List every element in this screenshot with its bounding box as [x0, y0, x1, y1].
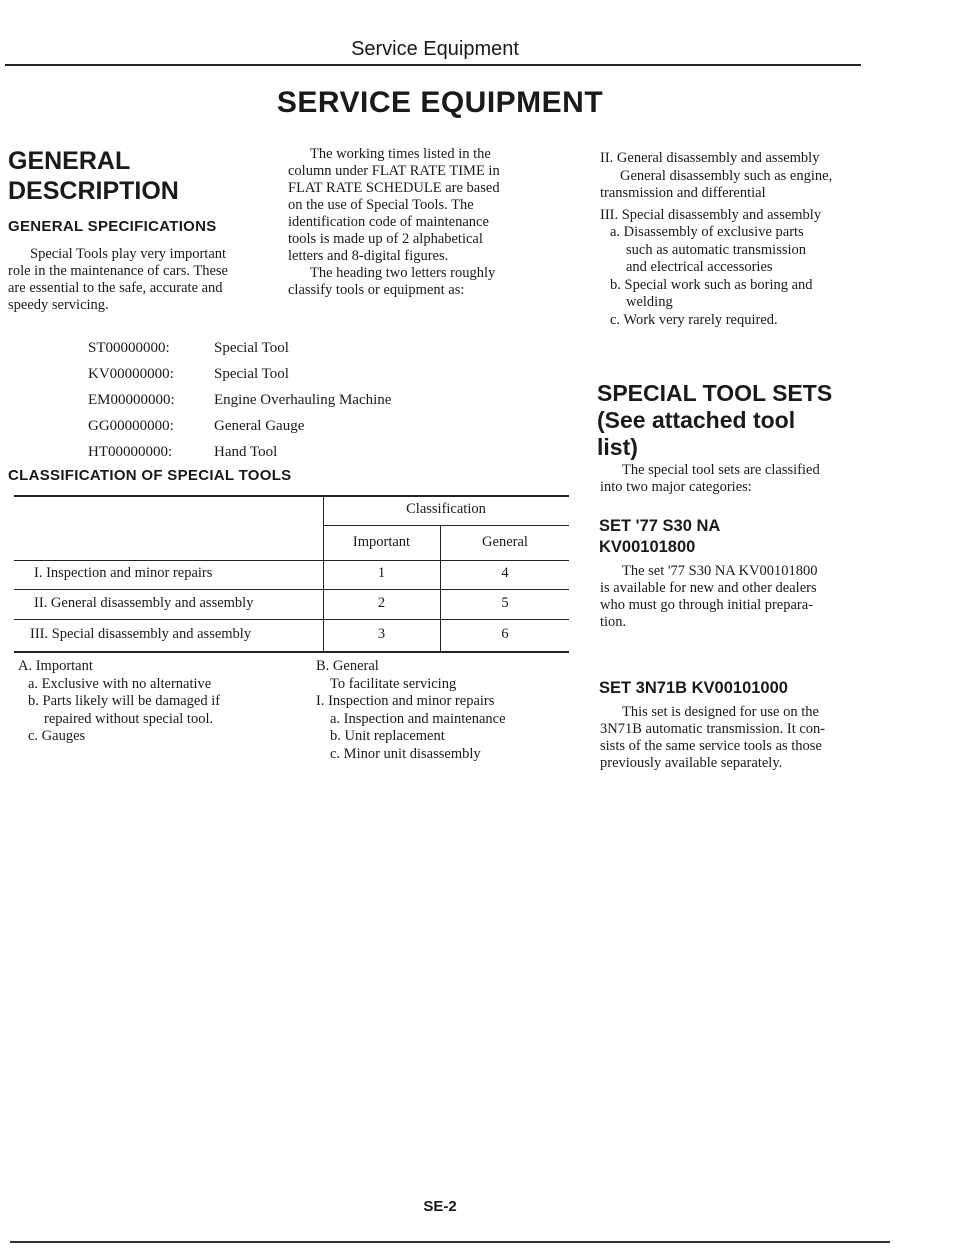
text-line: repaired without special tool. [44, 710, 214, 727]
table-cell-general: 5 [501, 595, 509, 611]
notes-general [316, 658, 576, 763]
tool-code-meaning: Engine Overhauling Machine [214, 392, 392, 408]
page-number: SE-2 [423, 1198, 457, 1215]
text-line: column under FLAT RATE TIME in [288, 163, 500, 179]
text-line: a. Inspection and maintenance [330, 710, 506, 727]
text-line: c. Gauges [28, 728, 86, 744]
table-row-rule [14, 589, 569, 590]
table-cell-important: 1 [377, 565, 386, 581]
text-line: tion. [600, 614, 627, 630]
text-line: transmission and differential [600, 185, 766, 201]
section-heading-general: GENERAL [8, 147, 131, 175]
specs-paragraph [8, 246, 283, 314]
table-row-rule [14, 619, 569, 620]
text-line: FLAT RATE SCHEDULE are based [288, 180, 500, 196]
text-line: The set '77 S30 NA KV00101800 [622, 563, 818, 579]
text-line: 3N71B automatic transmission. It con- [600, 721, 826, 737]
subheading-classification: CLASSIFICATION OF SPECIAL TOOLS [8, 467, 292, 484]
list-item [88, 361, 568, 387]
tool-code: EM00000000: [88, 392, 175, 408]
text-line: role in the maintenance of cars. These [8, 263, 228, 279]
text-line: III. Special disassembly and assembly [600, 206, 822, 223]
text-line: classify tools or equipment as: [288, 282, 465, 298]
subheading-set-77-s30 [599, 516, 720, 558]
set1-paragraph [600, 563, 870, 631]
text-line: I. Inspection and minor repairs [316, 693, 495, 709]
list-item [88, 335, 568, 361]
table-cell-important: 2 [377, 595, 386, 611]
tool-code-meaning: Special Tool [214, 340, 289, 356]
flat-rate-paragraph [288, 146, 570, 299]
text-line: speedy servicing. [8, 297, 109, 313]
subheading-general-specifications: GENERAL SPECIFICATIONS [8, 218, 217, 235]
table-row-label: III. Special disassembly and assembly [30, 626, 252, 642]
tool-code-list [88, 335, 568, 465]
page-title: SERVICE EQUIPMENT [276, 86, 604, 119]
table-cell-important: 3 [377, 626, 386, 642]
set2-paragraph [600, 704, 870, 772]
text-line: The working times listed in the [310, 146, 491, 162]
table-row-label: II. General disassembly and assembly [34, 595, 254, 611]
table-bottom-rule [14, 651, 569, 653]
text-line: KV00101800 [599, 538, 696, 556]
text-line: (See attached tool [597, 407, 796, 433]
text-line: is available for new and other dealers [600, 580, 817, 596]
text-line: This set is designed for use on the [622, 704, 819, 720]
tool-code: HT00000000: [88, 444, 173, 460]
table-header-classification: Classification [406, 501, 486, 517]
tool-code: KV00000000: [88, 366, 174, 382]
text-line: into two major categories: [600, 479, 752, 495]
text-line: b. Unit replacement [330, 728, 445, 744]
section-heading-special-tool-sets [597, 380, 832, 461]
list-item [88, 413, 568, 439]
tool-code-meaning: Special Tool [214, 366, 289, 382]
text-line: SET '77 S30 NA [599, 517, 721, 535]
table-header-general: General [482, 534, 528, 550]
text-line: previously available separately. [600, 755, 783, 771]
tool-code: ST00000000: [88, 340, 170, 356]
text-line: and electrical accessories [626, 259, 773, 275]
tool-code-meaning: Hand Tool [214, 444, 278, 460]
section-heading-description: DESCRIPTION [8, 177, 179, 205]
text-line: To facilitate servicing [330, 675, 457, 692]
text-line: welding [626, 294, 673, 310]
notes-important [18, 658, 308, 746]
text-line: tools is made up of 2 alphabetical [288, 231, 483, 247]
text-line: B. General [316, 658, 379, 674]
text-line: list) [597, 434, 638, 460]
text-line: b. Special work such as boring and [610, 276, 813, 293]
table-header-rule [14, 560, 569, 561]
text-line: Special Tools play very important [30, 246, 227, 262]
text-line: a. Disassembly of exclusive parts [610, 224, 804, 240]
text-line: II. General disassembly and assembly [600, 150, 820, 166]
table-group-rule [323, 525, 569, 526]
text-line: identification code of maintenance [288, 214, 489, 230]
text-line: are essential to the safe, accurate and [8, 280, 223, 296]
tool-code: GG00000000: [88, 418, 174, 434]
text-line: who must go through initial prepara- [600, 597, 814, 613]
list-item [88, 439, 568, 465]
text-line: General disassembly such as engine, [620, 167, 833, 184]
text-line: SPECIAL TOOL SETS [597, 380, 833, 406]
text-line: A. Important [18, 658, 93, 674]
text-line: The special tool sets are classified [622, 462, 820, 478]
text-line: a. Exclusive with no alternative [28, 675, 212, 692]
text-line: sists of the same service tools as those [600, 738, 822, 754]
right-list [600, 150, 870, 329]
table-cell-general: 6 [501, 626, 509, 642]
text-line: such as automatic transmission [626, 241, 807, 258]
text-line: c. Minor unit disassembly [330, 745, 481, 762]
running-header: Service Equipment [351, 38, 519, 60]
table-row-label: I. Inspection and minor repairs [34, 565, 213, 581]
header-rule [5, 64, 861, 66]
text-line: c. Work very rarely required. [610, 311, 778, 328]
table-cell-general: 4 [501, 565, 509, 581]
tool-code-meaning: General Gauge [214, 418, 305, 434]
text-line: The heading two letters roughly [310, 265, 496, 281]
footer-rule [10, 1241, 890, 1243]
sets-paragraph [600, 462, 870, 496]
table-header-important: Important [352, 534, 411, 550]
subheading-set-3n71b: SET 3N71B KV00101000 [599, 679, 788, 697]
text-line: letters and 8-digital figures. [288, 248, 449, 264]
text-line: b. Parts likely will be damaged if [28, 693, 221, 709]
list-item [88, 387, 568, 413]
text-line: on the use of Special Tools. The [288, 197, 474, 213]
table-top-rule [14, 495, 569, 497]
